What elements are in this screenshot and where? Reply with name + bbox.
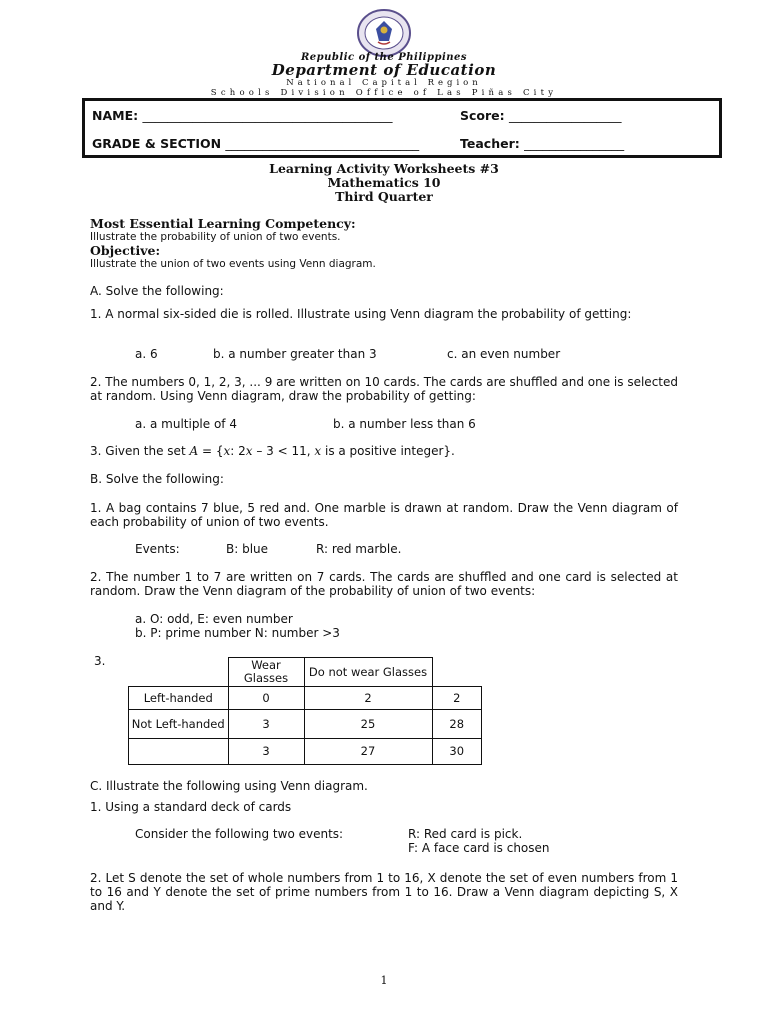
section-a-heading: A. Solve the following: [90, 284, 224, 298]
page-number: 1 [380, 974, 388, 987]
glasses-handedness-table [128, 657, 482, 765]
row-label [129, 739, 229, 765]
section-a-question-3 [90, 444, 455, 458]
b2-option-a: a. O: odd, E: even number [135, 612, 293, 626]
a1-option-c: c. an even number [447, 347, 561, 361]
q3-variable: x [245, 444, 253, 458]
section-b-question-2: 2. The number 1 to 7 are written on 7 cards. The cards are shuffled and one card is selected at random. Draw the Venn diagram of the probability of union of two events: [90, 570, 678, 598]
q3-set-name: A [189, 444, 199, 458]
q3-prefix: 3. Given the set [90, 444, 190, 458]
competency-heading: Most Essential Learning Competency: [90, 216, 356, 231]
table-corner-cell [432, 658, 482, 687]
table-corner-cell [129, 658, 229, 687]
teacher-line: ________________ [524, 136, 625, 151]
grade-section-field[interactable] [92, 136, 419, 151]
subject-title: Mathematics 10 [327, 175, 441, 190]
q3-variable: x [314, 444, 322, 458]
score-field[interactable] [460, 108, 622, 123]
b1-event-red: R: red marble. [316, 542, 402, 556]
table-row [129, 739, 482, 765]
cell-wear: 0 [228, 687, 304, 710]
b3-label: 3. [94, 654, 106, 668]
a1-option-a: a. 6 [135, 347, 158, 361]
section-c-question-2: 2. Let S denote the set of whole numbers from 1 to 16, X denote the set of even numbers from 1 to 16 and Y denote the set of prime numbers from 1 to 16. Draw a Venn diagram depicting S, X and Y. [90, 871, 678, 913]
q3-suffix: is a positive integer}. [321, 444, 455, 458]
b1-event-blue: B: blue [226, 542, 269, 556]
name-field[interactable] [92, 108, 392, 123]
a2-option-a: a. a multiple of 4 [135, 417, 237, 431]
teacher-label: Teacher: [460, 136, 520, 151]
department-header: Department of Education [271, 61, 497, 79]
grade-label: GRADE & SECTION [92, 136, 222, 151]
republic-header: Republic of the Philippines [300, 52, 467, 63]
a1-option-b: b. a number greater than 3 [213, 347, 377, 361]
b1-events-label: Events: [135, 542, 180, 556]
cell-total: 28 [432, 710, 482, 739]
header-wear-glasses: Wear Glasses [228, 658, 304, 687]
quarter-title: Third Quarter [335, 189, 433, 204]
objective-text: Illustrate the union of two events using Venn diagram. [90, 258, 376, 270]
teacher-field[interactable] [460, 136, 624, 151]
region-header: National Capital Region [286, 78, 482, 88]
grade-line: _______________________________ [225, 136, 420, 151]
cell-total: 2 [432, 687, 482, 710]
competency-text: Illustrate the probability of union of two events. [90, 231, 341, 243]
cell-not-wear: 27 [304, 739, 432, 765]
c1-event-face: F: A face card is chosen [408, 841, 550, 855]
cell-wear: 3 [228, 710, 304, 739]
header-not-wear-glasses: Do not wear Glasses [304, 658, 432, 687]
section-b-heading: B. Solve the following: [90, 472, 224, 486]
row-label: Left-handed [129, 687, 229, 710]
q3-expr2: – 3 < 11, [252, 444, 315, 458]
deped-seal-logo [356, 8, 412, 58]
worksheet-title: Learning Activity Worksheets #3 [269, 161, 499, 176]
c1-consider-text: Consider the following two events: [135, 827, 344, 841]
section-c-heading: C. Illustrate the following using Venn diagram. [90, 779, 368, 793]
a2-option-b: b. a number less than 6 [333, 417, 476, 431]
cell-wear: 3 [228, 739, 304, 765]
section-c-question-1: 1. Using a standard deck of cards [90, 800, 292, 814]
row-label: Not Left-handed [129, 710, 229, 739]
c1-event-red: R: Red card is pick. [408, 827, 523, 841]
q3-expr1: : 2 [230, 444, 246, 458]
table-row [129, 710, 482, 739]
cell-total: 30 [432, 739, 482, 765]
q3-variable: x [223, 444, 231, 458]
section-b-question-1: 1. A bag contains 7 blue, 5 red and. One marble is drawn at random. Draw the Venn diagram of each probability of union of two events. [90, 501, 678, 529]
division-header: Schools Division Office of Las Piñas City [210, 88, 558, 98]
score-label: Score: [460, 108, 505, 123]
b2-option-b: b. P: prime number N: number >3 [135, 626, 340, 640]
table-header-row [129, 658, 482, 687]
cell-not-wear: 2 [304, 687, 432, 710]
q3-mid: = { [198, 444, 224, 458]
section-a-question-1: 1. A normal six-sided die is rolled. Illustrate using Venn diagram the probability of getting: [90, 307, 632, 321]
name-label: NAME: [92, 108, 139, 123]
score-line: __________________ [509, 108, 622, 123]
name-line: ________________________________________ [142, 108, 393, 123]
section-a-question-2: 2. The numbers 0, 1, 2, 3, ... 9 are written on 10 cards. The cards are shuffled and one is selected at random. Using Venn diagram, draw the probability of getting: [90, 375, 678, 403]
objective-heading: Objective: [90, 243, 161, 258]
table-row [129, 687, 482, 710]
cell-not-wear: 25 [304, 710, 432, 739]
